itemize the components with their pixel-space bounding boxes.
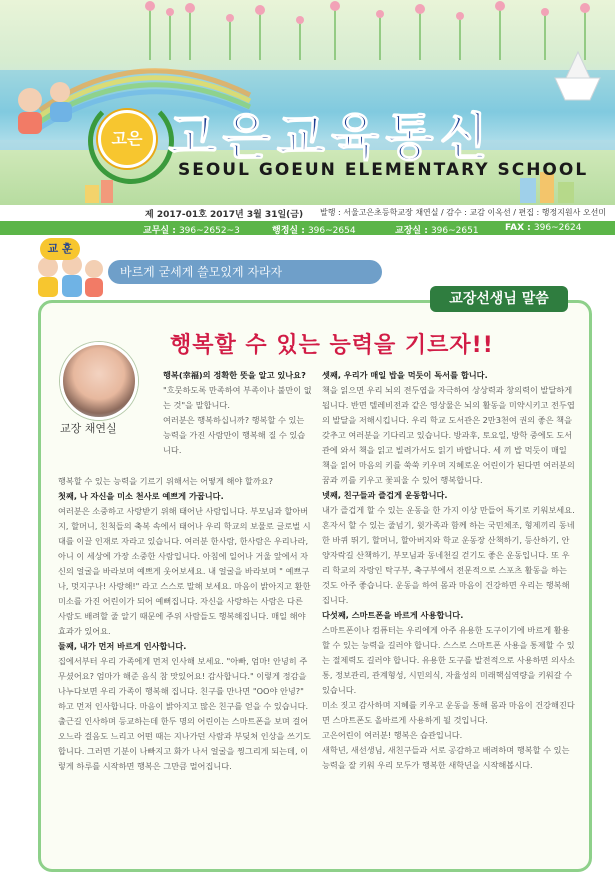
motto-badge: 교 훈 (40, 238, 80, 260)
paragraph: "흐뭇하도록 만족하여 부족이나 불만이 없는 것"을 말합니다. (163, 385, 312, 410)
article-left-column (58, 474, 313, 774)
paragraph: 여러분은 행복하십니까? 행복할 수 있는 능력을 가진 사람만이 행복해 질 수 있습니다. (163, 415, 306, 455)
section-heading: 셋째, 우리가 매일 밥을 먹듯이 독서를 합니다. (322, 370, 488, 380)
section-heading: 둘째, 내가 먼저 바르게 인사합니다. (58, 641, 187, 651)
contact-label: 행정실 : (272, 226, 308, 236)
paragraph: 미소 짓고 감사하며 지혜를 키우고 운동을 통해 몸과 마음이 건강해진다면 스마트폰도 올바르게 사용하게 될 것입니다. (322, 700, 575, 725)
paragraph: 스마트폰이나 컴퓨터는 우리에게 아주 유용한 도구이기에 바르게 활용할 수 있는 능력을 길러야 합니다. 스스로 스마트폰 사용을 통제할 수 있는 절제력도 길러야 합니다. 유용한 도구를 발전적으로 사용하면 의사소통, 정보관리, 관계형성, 시민의식, 자율성의 미래핵심역량을 키워갈 수 있습니다. (322, 625, 575, 695)
contact-number: 396~2651 (430, 226, 479, 236)
publisher-line: 발행 : 서울고은초등학교장 채연실 / 감수 : 교감 이옥선 / 편집 : 행정지원사 오선미 (320, 208, 607, 217)
contact-admin (272, 223, 356, 236)
paragraph: 새학년, 새선생님, 새친구들과 서로 공감하고 배려하며 행복할 수 있는 능력을 잘 키워 우리 모두가 행복한 새학년을 시작해봅시다. (322, 745, 570, 770)
motto-text: 바르게 굳세게 쓸모있게 자라자 (108, 260, 382, 284)
photo-caption: 교장 채연실 (60, 422, 117, 435)
school-emblem-icon (98, 110, 156, 168)
paragraph: 내가 즐겁게 할 수 있는 운동을 한 가지 이상 만들어 특기로 키워보세요. 혼자서 할 수 있는 줄넘기, 윗가족과 함께 하는 국민체조, 형제끼리 동네 한 바퀴 뛰기, 할머니, 할아버지와 학교 운동장 산책하기, 등산하기, 안양자락길 산책하기, 부모님과 동네천길 걷기도 좋은 운동입니다. 또 우리 학교의 자랑인 탁구부, 축구부에서 전문적으로 스포츠 활동을 하는 것도 아주 좋습니다. 운동을 하여 몸과 마음이 건강하면 우리는 행복해집니다. (322, 505, 575, 605)
contact-office (143, 223, 240, 236)
contact-number: 396~2624 (533, 223, 582, 233)
paragraph: 여러분은 소중하고 사랑받기 위해 태어난 사람입니다. 부모님과 할아버지, 할머니, 친척들의 축복 속에서 태어나 우리 학교의 보물로 글로벌 시대를 이끌 인재로 자라고 있습니다. 여러분 한사람, 한사람은 우리나라, 아니 이 세상에 가장 소중한 사람입니다. 아침에 일어나 거울 앞에서 자신의 얼굴을 바라보며 예쁘게 웃어보세요. 내 얼굴을 바라보며 " 예쁘구나, 멋지구나! 사랑해!" 라고 스스로 말해 보세요. 마음이 밝아지고 환한 미소를 가진 어린이가 되어 예뻐집니다. 자신을 사랑하는 사람은 다른 사람도 배려할 줄 알기 때문에 주위 사람들도 행복해집니다. 매일 해야 효과가 있어요. (58, 506, 311, 636)
section-heading: 다섯째, 스마트폰을 바르게 사용합니다. (322, 610, 464, 620)
paragraph: 행복할 수 있는 능력을 기르기 위해서는 어떻게 해야 할까요? (58, 476, 273, 486)
article-right-column (322, 368, 576, 773)
contact-label: 교무실 : (143, 226, 179, 236)
section-heading: 넷째, 친구들과 즐겁게 운동합니다. (322, 490, 448, 500)
issue-number: 제 2017-01호 2017년 3월 31일(금) (145, 210, 304, 220)
contact-number: 396~2654 (307, 226, 356, 236)
paragraph: 고은어린이 여러분! 행복은 습관입니다. (322, 730, 463, 740)
section-heading: 첫째, 나 자신을 미소 천사로 예쁘게 가꿉니다. (58, 491, 224, 501)
contact-principal (395, 223, 479, 236)
issue-info-bar (0, 205, 615, 221)
paragraph: 책을 읽으면 우리 뇌의 전두엽을 자극하여 상상력과 창의력이 발달하게 됩니다. 반면 텔레비전과 같은 영상물은 뇌의 활동을 미약시키고 전두엽의 발달을 저해시킵니다. 우리 학교 도서관은 2만3천여 권의 좋은 책을 갖추고 여러분을 기다리고 있습니다. 방과후, 토요일, 방학 중에도 도서관에 와서 책을 읽고 빌려가서도 읽기 바랍니다. 세 끼 밥 먹듯이 매일 책을 읽어 마음의 키를 쑥쑥 키우며 지혜로운 어린이가 된다면 여러분의 꿈과 끼를 키우고 꽃피울 수 있어 행복합니다. (322, 385, 575, 485)
newsletter-title: 고은교육통신 (168, 108, 494, 166)
principal-message-tag: 교장선생님 말씀 (430, 286, 568, 312)
contact-label: FAX : (505, 223, 534, 233)
contact-bar (0, 221, 615, 235)
principal-portrait (60, 342, 138, 420)
article-headline: 행복할 수 있는 능력을 기르자!! (170, 333, 494, 358)
contact-fax (505, 223, 582, 233)
contact-number: 396~2652~3 (178, 226, 240, 236)
contact-label: 교장실 : (395, 226, 431, 236)
logo-text: 고은 (111, 129, 143, 148)
newsletter-subtitle: SEOUL GOEUN ELEMENTARY SCHOOL (178, 160, 589, 180)
paragraph: 집에서부터 우리 가족에게 먼저 인사해 보세요. "아빠, 엄마! 안녕히 주무셨어요? 엄마가 해준 음식 참 맛있어요! 감사합니다." 이렇게 정감을 나누다보면 우리 가족이 행복해 집니다. 친구를 만나면 "OO야 안녕?" 하고 먼저 인사합니다. 마음이 밝아지고 많은 친구를 얻을 수 있습니다. 출근길 인사하며 등교하는데 한두 명의 어린이는 스마트폰을 보며 걸어오느라 걸음도 느리고 어떤 때는 지나가던 사람과 부딪쳐 인상을 쓰기도 합니다. 그러면 기분이 나빠지고 화가 나서 얼굴을 찡그리게 되는데, 이렇게 하루를 시작하면 행복은 그만큼 멀어집니다. (58, 656, 311, 771)
article-intro-column (163, 368, 313, 458)
section-heading: 행복(幸福)의 정확한 뜻을 알고 있나요? (163, 370, 306, 380)
